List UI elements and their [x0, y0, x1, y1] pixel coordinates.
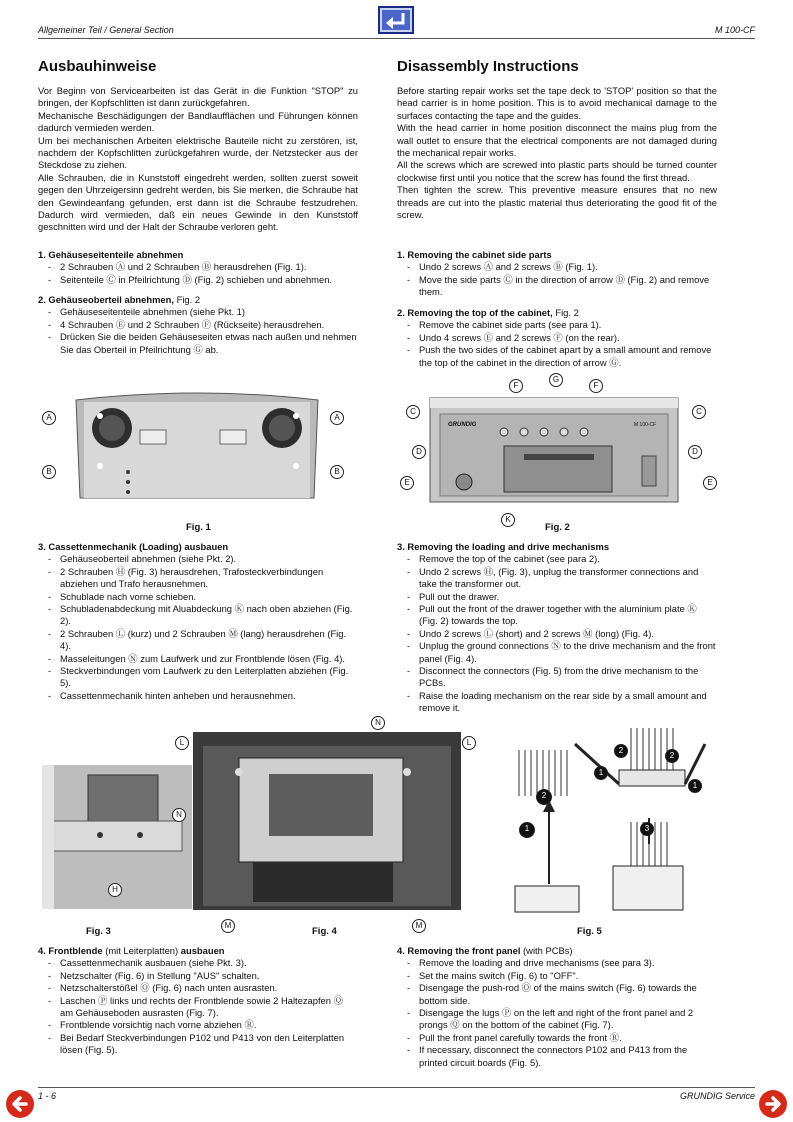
- list-item: - Push the two sides of the cabinet apart by a small amount and remove the top of the cabinet in the direction of arrow Ⓖ.: [407, 344, 717, 369]
- label-f-left: F: [509, 379, 523, 393]
- label-step-1a: 1: [594, 766, 608, 780]
- english-intro-p4: Then tighten the screw. This preventive measure ensures that no new threads are cut into the plastic material thus deteriorating the good fit of the screw.: [397, 184, 717, 221]
- label-c-right: C: [692, 405, 706, 419]
- german-section-3-title: 3. Cassettenmechanik (Loading) ausbauen: [38, 541, 229, 552]
- list-item: - Gehäuseseitenteile abnehmen (siehe Pkt. 1): [48, 306, 358, 318]
- label-step-2-main: 2: [536, 789, 552, 805]
- list-item: - Move the side parts Ⓒ in the direction of arrow Ⓓ (Fig. 2) and remove them.: [407, 274, 717, 299]
- list-item: - 4 Schrauben Ⓔ und 2 Schrauben Ⓕ (Rückseite) herausdrehen.: [48, 319, 358, 331]
- english-section-2-title-main: 2. Removing the top of the cabinet,: [397, 307, 553, 318]
- english-section-2-title-fig: Fig. 2: [552, 307, 579, 318]
- figure-1: [70, 392, 324, 504]
- label-step-2a: 2: [614, 744, 628, 758]
- german-section-4-title-a: 4. Frontblende: [38, 945, 103, 956]
- label-c-left: C: [406, 405, 420, 419]
- label-l-left: L: [175, 736, 189, 750]
- german-section-3: [38, 541, 358, 702]
- english-section-3-title: 3. Removing the loading and drive mechanisms: [397, 541, 610, 552]
- figure-4-caption: Fig. 4: [312, 926, 337, 937]
- figure-2-drawing: [428, 392, 680, 504]
- list-item: - Netzschalterstößel Ⓞ (Fig. 6) nach unten ausrasten.: [48, 982, 358, 994]
- german-section-4-title-b: (mit Leiterplatten): [102, 945, 181, 956]
- next-page-button[interactable]: [759, 1090, 787, 1118]
- german-section-2-title-main: 2. Gehäuseoberteil abnehmen,: [38, 294, 174, 305]
- list-item: - Unplug the ground connections Ⓝ to the drive mechanism and the front panel (Fig. 4).: [407, 640, 717, 665]
- figure-2-caption: Fig. 2: [545, 522, 570, 533]
- list-item: - Disengage the lugs Ⓟ on the left and right of the front panel and 2 prongs Ⓠ on the bottom of the cabinet (Fig. 7).: [407, 1007, 717, 1032]
- english-section-2: [397, 307, 717, 369]
- list-item: - 2 Schrauben Ⓛ (kurz) und 2 Schrauben Ⓜ (lang) herausdrehen (Fig. 4).: [48, 628, 358, 653]
- list-item: - Netzschalter (Fig. 6) in Stellung "AUS" schalten.: [48, 970, 358, 982]
- list-item: - 2 Schrauben Ⓗ (Fig. 3) herausdrehen, Trafosteckverbindungen abziehen und Trafo herausnehmen.: [48, 566, 358, 591]
- figure-4-drawing: [193, 732, 461, 910]
- german-section-4-title-c: ausbauen: [180, 945, 225, 956]
- label-e-right: E: [703, 476, 717, 490]
- label-n-left: N: [172, 808, 186, 822]
- english-intro-p3: All the screws which are screwed into plastic parts should be turned counter clockwise first until you notice that the screw has found the first thread.: [397, 159, 717, 183]
- english-section-1: [397, 249, 717, 299]
- label-h: H: [108, 883, 122, 897]
- previous-page-button[interactable]: [6, 1090, 34, 1118]
- list-item: - Schublade nach vorne schieben.: [48, 591, 358, 603]
- figure-4: [193, 732, 461, 910]
- label-d-left: D: [412, 445, 426, 459]
- list-item: - Laschen Ⓟ links und rechts der Frontblende sowie 2 Haltezapfen Ⓠ am Gehäuseboden ausrasten (Fig. 7).: [48, 995, 358, 1020]
- label-step-1b: 1: [688, 779, 702, 793]
- label-d-right: D: [688, 445, 702, 459]
- english-intro-p1: Before starting repair works set the tape deck to 'STOP' position so that the head carrier is in home position. This is to avoid mechanical damage to the surfaces contacting the tape and the guides.: [397, 85, 717, 121]
- list-item: - Masseleitungen Ⓝ zum Laufwerk und zur Frontblende lösen (Fig. 4).: [48, 653, 358, 665]
- english-title: Disassembly Instructions: [397, 58, 579, 75]
- german-intro-p3: Um bei mechanischen Arbeiten elektrische Bauteile nicht zu zerstören, ist, nachdem der Kopfschlitten zurückgefahren wurde, der Netzstecker aus der Steckdose zu ziehen.: [38, 134, 358, 171]
- figure-1-drawing: [70, 392, 324, 504]
- figure-1-caption: Fig. 1: [186, 522, 211, 533]
- english-section-1-title: 1. Removing the cabinet side parts: [397, 249, 552, 260]
- english-section-4: [397, 945, 717, 1069]
- list-item: - Remove the top of the cabinet (see para 2).: [407, 553, 717, 565]
- header-section-title: Allgemeiner Teil / General Section: [38, 25, 174, 35]
- list-item: - Gehäuseoberteil abnehmen (siehe Pkt. 2).: [48, 553, 358, 565]
- footer-rule: [38, 1087, 755, 1088]
- german-section-4: [38, 945, 358, 1057]
- device-brand: GRUNDIG: [448, 422, 477, 428]
- label-l-right: L: [462, 736, 476, 750]
- list-item: - Schubladenabdeckung mit Aluabdeckung Ⓚ nach oben abziehen (Fig. 2).: [48, 603, 358, 628]
- list-item: - Remove the cabinet side parts (see para 1).: [407, 319, 717, 331]
- list-item: - Pull the front panel carefully towards the front Ⓡ.: [407, 1032, 717, 1044]
- label-a-right: A: [330, 411, 344, 425]
- list-item: - Drücken Sie die beiden Gehäuseseiten etwas nach außen und nehmen Sie das Oberteil in Pfeilrichtung Ⓖ ab.: [48, 331, 358, 356]
- label-m-left: M: [221, 919, 235, 933]
- english-section-2-title: [397, 307, 717, 319]
- list-item: - Steckverbindungen vom Laufwerk zu den Leiterplatten abziehen (Fig. 5).: [48, 665, 358, 690]
- footer-brand: GRUNDIG Service: [679, 1091, 755, 1101]
- label-step-2b: 2: [665, 749, 679, 763]
- list-item: - Pull out the drawer.: [407, 591, 717, 603]
- label-b-left: B: [42, 465, 56, 479]
- german-section-2-title: [38, 294, 358, 306]
- german-intro-p2: Mechanische Beschädigungen der Bandlaufflächen und Führungen können dadurch vermieden werden.: [38, 109, 358, 134]
- english-intro: [397, 58, 717, 221]
- german-intro-p1: Vor Beginn von Servicearbeiten ist das Gerät in die Funktion "STOP" zu bringen, der Kopfschlitten ist dann zurückgefahren.: [38, 85, 358, 109]
- german-section-4-title: [38, 945, 358, 957]
- german-section-1: [38, 249, 358, 286]
- list-item: - Frontblende vorsichtig nach vorne abziehen Ⓡ.: [48, 1019, 358, 1031]
- list-item: - Raise the loading mechanism on the rear side by a small amount and remove it.: [407, 690, 717, 715]
- label-k: K: [501, 513, 515, 527]
- label-f-right: F: [589, 379, 603, 393]
- list-item: - Cassettenmechanik ausbauen (siehe Pkt. 3).: [48, 957, 358, 969]
- page-number: 1 - 6: [38, 1091, 57, 1101]
- list-item: - 2 Schrauben Ⓐ und 2 Schrauben Ⓑ herausdrehen (Fig. 1).: [48, 261, 358, 273]
- back-arrow-icon: [383, 10, 409, 30]
- list-item: - Undo 4 screws Ⓔ and 2 screws Ⓕ (on the rear).: [407, 332, 717, 344]
- next-arrow-icon: [759, 1090, 787, 1118]
- german-intro-p4: Alle Schrauben, die in Kunststoff eingedreht werden, sollten zuerst soweit gegen den Uhrzeigersinn gedreht werden, bis Sie merken, die Schraube hat den Gewindeanfang gefunden, erst dann ist die Schraube festzudrehen. Dadurch wird vermieden, daß ein neues Gewinde in den Kunststoff geschnitten wird und der Halt der Schraube verloren geht.: [38, 171, 358, 233]
- label-step-3: 3: [640, 822, 654, 836]
- list-item: - Undo 2 screws Ⓐ and 2 screws Ⓑ (Fig. 1).: [407, 261, 717, 273]
- list-item: - Remove the loading and drive mechanisms (see para 3).: [407, 957, 717, 969]
- english-section-4-title-a: 4. Removing the front panel: [397, 945, 521, 956]
- list-item: - Disengage the push-rod Ⓞ of the mains switch (Fig. 6) towards the bottom side.: [407, 982, 717, 1007]
- german-intro: [38, 58, 358, 234]
- back-button[interactable]: [378, 6, 414, 34]
- label-g: G: [549, 373, 563, 387]
- english-intro-p2: With the head carrier in home position disconnect the mains plug from the wall outlet to ensure that the electrical components are not damaged during the mechanical repair works.: [397, 122, 717, 159]
- prev-arrow-icon: [6, 1090, 34, 1118]
- figure-2: [428, 392, 680, 504]
- list-item: - If necessary, disconnect the connectors P102 and P413 from the printed circuit boards (Fig. 5).: [407, 1044, 717, 1069]
- label-m-right: M: [412, 919, 426, 933]
- list-item: - Disconnect the connectors (Fig. 5) from the drive mechanism to the PCBs.: [407, 665, 717, 690]
- figure-3-caption: Fig. 3: [86, 926, 111, 937]
- label-e-left: E: [400, 476, 414, 490]
- label-a-left: A: [42, 411, 56, 425]
- list-item: - Pull out the front of the drawer together with the aluminium plate Ⓚ (Fig. 2) towards the top.: [407, 603, 717, 628]
- label-n-top: N: [371, 716, 385, 730]
- german-section-2: [38, 294, 358, 356]
- list-item: - Seitenteile Ⓒ in Pfeilrichtung Ⓓ (Fig. 2) schieben und abnehmen.: [48, 274, 358, 286]
- device-model: M 100-CF: [634, 422, 657, 428]
- header-model: M 100-CF: [714, 25, 755, 35]
- english-section-4-title: [397, 945, 717, 957]
- list-item: - Bei Bedarf Steckverbindungen P102 und P413 von den Leiterplatten lösen (Fig. 5).: [48, 1032, 358, 1057]
- german-section-1-title: 1. Gehäuseseitenteile abnehmen: [38, 249, 184, 260]
- list-item: - Undo 2 screws Ⓛ (short) and 2 screws Ⓜ (long) (Fig. 4).: [407, 628, 717, 640]
- german-title: Ausbauhinweise: [38, 58, 157, 75]
- label-step-1-main: 1: [519, 822, 535, 838]
- list-item: - Cassettenmechanik hinten anheben und herausnehmen.: [48, 690, 358, 702]
- header-rule: [38, 38, 755, 39]
- german-section-2-title-fig: Fig. 2: [173, 294, 201, 305]
- english-section-3: [397, 541, 717, 715]
- list-item: - Set the mains switch (Fig. 6) to "OFF".: [407, 970, 717, 982]
- figure-5-caption: Fig. 5: [577, 926, 602, 937]
- english-section-4-title-b: (with PCBs): [520, 945, 573, 956]
- list-item: - Undo 2 screws Ⓗ, (Fig. 3), unplug the transformer connections and take the transformer out.: [407, 566, 717, 591]
- label-b-right: B: [330, 465, 344, 479]
